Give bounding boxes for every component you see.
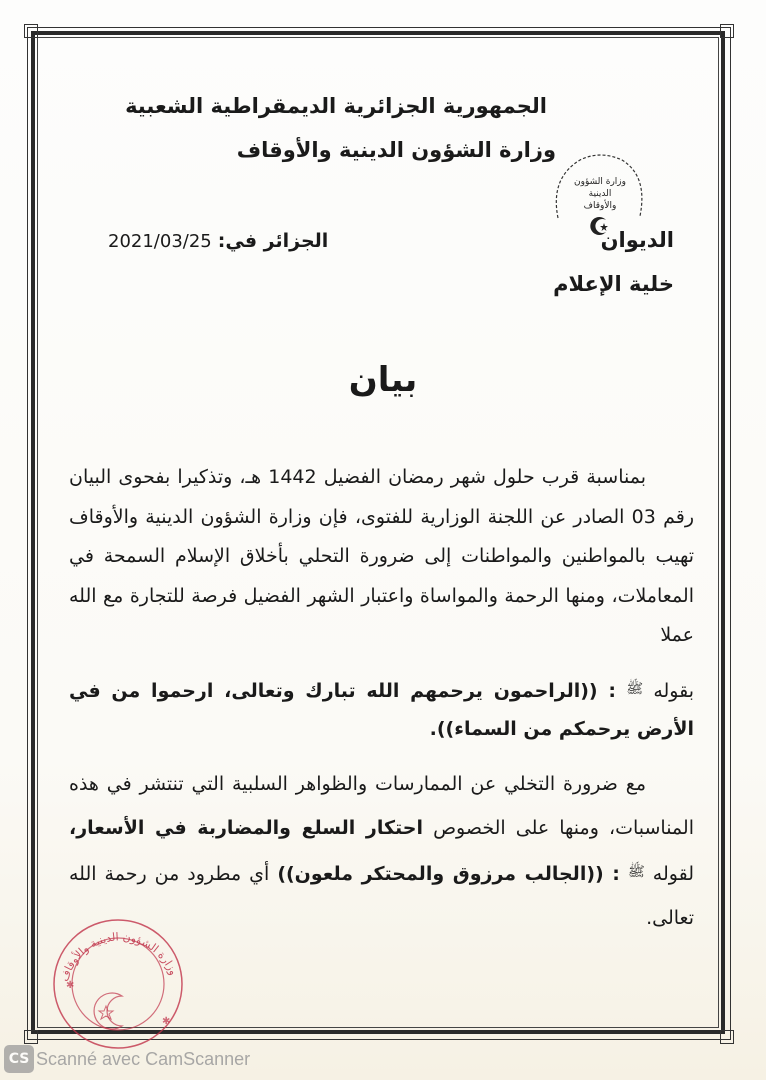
statement-title: بيان [348, 360, 418, 400]
hadith-quote-1 [69, 670, 694, 748]
official-stamp-icon [48, 914, 188, 1054]
body-paragraph-1 [69, 458, 694, 656]
camscanner-logo-icon: CS [4, 1045, 34, 1073]
border-corner-ornament [24, 1030, 38, 1044]
stamp-star-icon: ✱ [66, 980, 75, 991]
paragraph-2-end: أي مطرود من رحمة الله تعالى. [69, 862, 694, 929]
quote-intro: بقوله [653, 679, 695, 702]
paragraph-1-text: بمناسبة قرب حلول شهر رمضان الفضيل 1442 هـ، وتذكيرا بفحوى البيان رقم 03 الصادر عن اللجنة الوزارية للفتوى، فإن وزارة الشؤون الدينية والأوقاف تهيب بالمواطنين والمواطنات إلى ضرورة التحلي بأخلاق الإسلام السمحة في المعاملات، ومنها الرحمة والمواساة واعتبار الشهر الفضيل فرصة للتجارة مع الله عملا [69, 466, 695, 646]
body-paragraph-2 [69, 762, 694, 940]
emblem-calligraphy: الدينية [588, 189, 612, 199]
place-date-line [108, 230, 328, 252]
quote-2-text: : ((الجالب مرزوق والمحتكر ملعون)) [277, 862, 620, 885]
issue-date: 2021/03/25 [108, 231, 212, 252]
border-corner-ornament [720, 24, 734, 38]
ministry-heading: وزارة الشؤون الدينية والأوقاف [236, 138, 556, 162]
ministry-emblem-icon [540, 148, 660, 236]
office-media-cell-label: خلية الإعلام [553, 272, 674, 296]
camscanner-watermark [4, 1044, 250, 1074]
pbuh-honorific-icon: ﷺ [627, 863, 645, 880]
office-diwan-label: الديوان [600, 228, 674, 252]
camscanner-text: Scanné avec CamScanner [36, 1048, 251, 1069]
paragraph-2-start: مع ضرورة التخلي عن الممارسات والظواهر السلبية التي تنتشر في هذه المناسبات، ومنها على الخصوص [69, 772, 694, 839]
quote-2-intro: لقوله [652, 862, 694, 885]
pbuh-honorific-icon: ﷺ [626, 680, 644, 697]
statement-body [69, 458, 694, 940]
border-corner-ornament [24, 24, 38, 38]
stamp-star-icon [99, 1006, 113, 1019]
stamp-star-icon: ✱ [162, 1016, 171, 1027]
border-corner-ornament [720, 1030, 734, 1044]
place-label: الجزائر في: [217, 230, 329, 252]
paragraph-2-emphasis: احتكار السلع والمضاربة في الأسعار، [69, 816, 424, 839]
emblem-calligraphy: والأوقاف [583, 201, 617, 211]
republic-heading: الجمهورية الجزائرية الديمقراطية الشعبية [125, 94, 547, 118]
emblem-calligraphy: وزارة الشؤون [574, 177, 626, 187]
stamp-ring-text: وزارة الشؤون الدينية والأوقاف [57, 930, 181, 984]
quote-1-text: : ((الراحمون يرحمهم الله تبارك وتعالى، ارحموا من في الأرض يرحمكم من السماء)). [69, 679, 694, 740]
